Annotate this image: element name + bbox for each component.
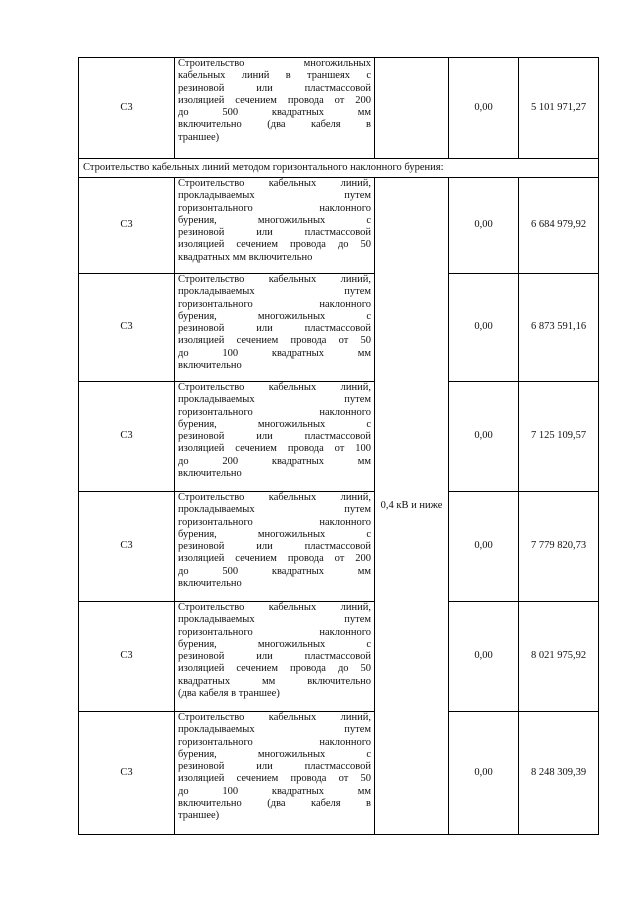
rate-cell: 0,00 — [449, 274, 519, 382]
description-line: включительно — [178, 578, 242, 590]
description-line: Строительство кабельных линий, — [178, 492, 371, 503]
voltage-cell: 0,4 кВ и ниже — [375, 178, 449, 835]
description-cell — [175, 712, 375, 835]
description-line: резиновой или пластмассовой — [178, 323, 371, 335]
description-line: бурения, многожильных с — [178, 638, 371, 650]
description-line: прокладываемых путем — [178, 286, 371, 298]
description-line: горизонтального наклонного — [178, 298, 371, 310]
table-row — [79, 712, 599, 835]
description-cell — [175, 492, 375, 602]
rate-cell: 0,00 — [449, 602, 519, 712]
description-line: квадратных мм включительно — [178, 675, 371, 687]
description-line: прокладываемых путем — [178, 504, 371, 516]
description-line: (два кабеля в траншее) — [178, 688, 280, 700]
description-line: Строительство кабельных линий, — [178, 178, 371, 189]
description-line: изоляцией сечением провода от 200 — [178, 94, 371, 106]
description-line: прокладываемых путем — [178, 190, 371, 202]
rate-cell: 0,00 — [449, 58, 519, 159]
description-cell — [175, 602, 375, 712]
description-line: горизонтального наклонного — [178, 202, 371, 214]
description-line: горизонтального наклонного — [178, 736, 371, 748]
cost-cell: 7 125 109,57 — [519, 382, 599, 492]
rate-cell: 0,00 — [449, 712, 519, 835]
description-line: изоляцией сечением провода до 50 — [178, 663, 371, 675]
code-cell: С3 — [79, 58, 175, 159]
description-line: включительно — [178, 468, 242, 480]
table-row — [79, 178, 599, 274]
description-line: резиновой или пластмассовой — [178, 541, 371, 553]
description-line: траншее) — [178, 810, 220, 822]
description-cell — [175, 178, 375, 274]
description-line: бурения, многожильных с — [178, 528, 371, 540]
description-line: Строительство кабельных линий, — [178, 274, 371, 285]
tariff-table — [78, 57, 599, 835]
code-cell: С3 — [79, 178, 175, 274]
description-line: бурения, многожильных с — [178, 214, 371, 226]
description-line: резиновой или пластмассовой — [178, 82, 371, 94]
description-line: квадратных мм включительно — [178, 251, 313, 263]
description-line: бурения, многожильных с — [178, 310, 371, 322]
description-line: до 200 квадратных мм — [178, 455, 371, 467]
cost-cell: 5 101 971,27 — [519, 58, 599, 159]
description-line: включительно (два кабеля в — [178, 798, 371, 810]
description-line: кабельных линий в траншеях с — [178, 70, 371, 82]
rate-cell: 0,00 — [449, 382, 519, 492]
section-row — [79, 159, 599, 178]
code-cell: С3 — [79, 712, 175, 835]
description-line: изоляцией сечением провода от 200 — [178, 553, 371, 565]
cost-cell: 6 684 979,92 — [519, 178, 599, 274]
code-cell: С3 — [79, 382, 175, 492]
description-line: прокладываемых путем — [178, 614, 371, 626]
voltage-cell — [375, 58, 449, 159]
description-line: до 100 квадратных мм — [178, 785, 371, 797]
cost-cell: 8 021 975,92 — [519, 602, 599, 712]
description-line: до 500 квадратных мм — [178, 107, 371, 119]
description-line: резиновой или пластмассовой — [178, 651, 371, 663]
table-row — [79, 274, 599, 382]
description-cell — [175, 274, 375, 382]
description-line: резиновой или пластмассовой — [178, 227, 371, 239]
description-line: до 100 квадратных мм — [178, 347, 371, 359]
description-line: бурения, многожильных с — [178, 748, 371, 760]
description-line: изоляцией сечением провода от 50 — [178, 335, 371, 347]
description-line: изоляцией сечением провода до 50 — [178, 239, 371, 251]
cost-cell: 6 873 591,16 — [519, 274, 599, 382]
cost-cell: 7 779 820,73 — [519, 492, 599, 602]
description-line: до 500 квадратных мм — [178, 565, 371, 577]
description-line: резиновой или пластмассовой — [178, 761, 371, 773]
code-cell: С3 — [79, 492, 175, 602]
rate-cell: 0,00 — [449, 492, 519, 602]
description-line: Строительство кабельных линий, — [178, 602, 371, 613]
description-line: траншее) — [178, 131, 220, 143]
table-row — [79, 382, 599, 492]
rate-cell: 0,00 — [449, 178, 519, 274]
description-line: Строительство кабельных линий, — [178, 382, 371, 393]
table-row — [79, 602, 599, 712]
description-line: прокладываемых путем — [178, 724, 371, 736]
description-line: изоляцией сечением провода от 50 — [178, 773, 371, 785]
code-cell: С3 — [79, 602, 175, 712]
description-cell — [175, 58, 375, 159]
description-line: включительно (два кабеля в — [178, 119, 371, 131]
description-cell — [175, 382, 375, 492]
description-line: бурения, многожильных с — [178, 418, 371, 430]
table-row — [79, 492, 599, 602]
description-line: включительно — [178, 360, 242, 372]
description-line: прокладываемых путем — [178, 394, 371, 406]
code-cell: С3 — [79, 274, 175, 382]
description-line: горизонтального наклонного — [178, 406, 371, 418]
description-line: Строительство кабельных линий, — [178, 712, 371, 723]
table-row — [79, 58, 599, 159]
section-title: Строительство кабельных линий методом горизонтального наклонного бурения: — [79, 159, 599, 178]
description-line: горизонтального наклонного — [178, 626, 371, 638]
description-line: Строительство многожильных — [178, 58, 371, 69]
description-line: резиновой или пластмассовой — [178, 431, 371, 443]
description-line: горизонтального наклонного — [178, 516, 371, 528]
cost-cell: 8 248 309,39 — [519, 712, 599, 835]
description-line: изоляцией сечением провода от 100 — [178, 443, 371, 455]
